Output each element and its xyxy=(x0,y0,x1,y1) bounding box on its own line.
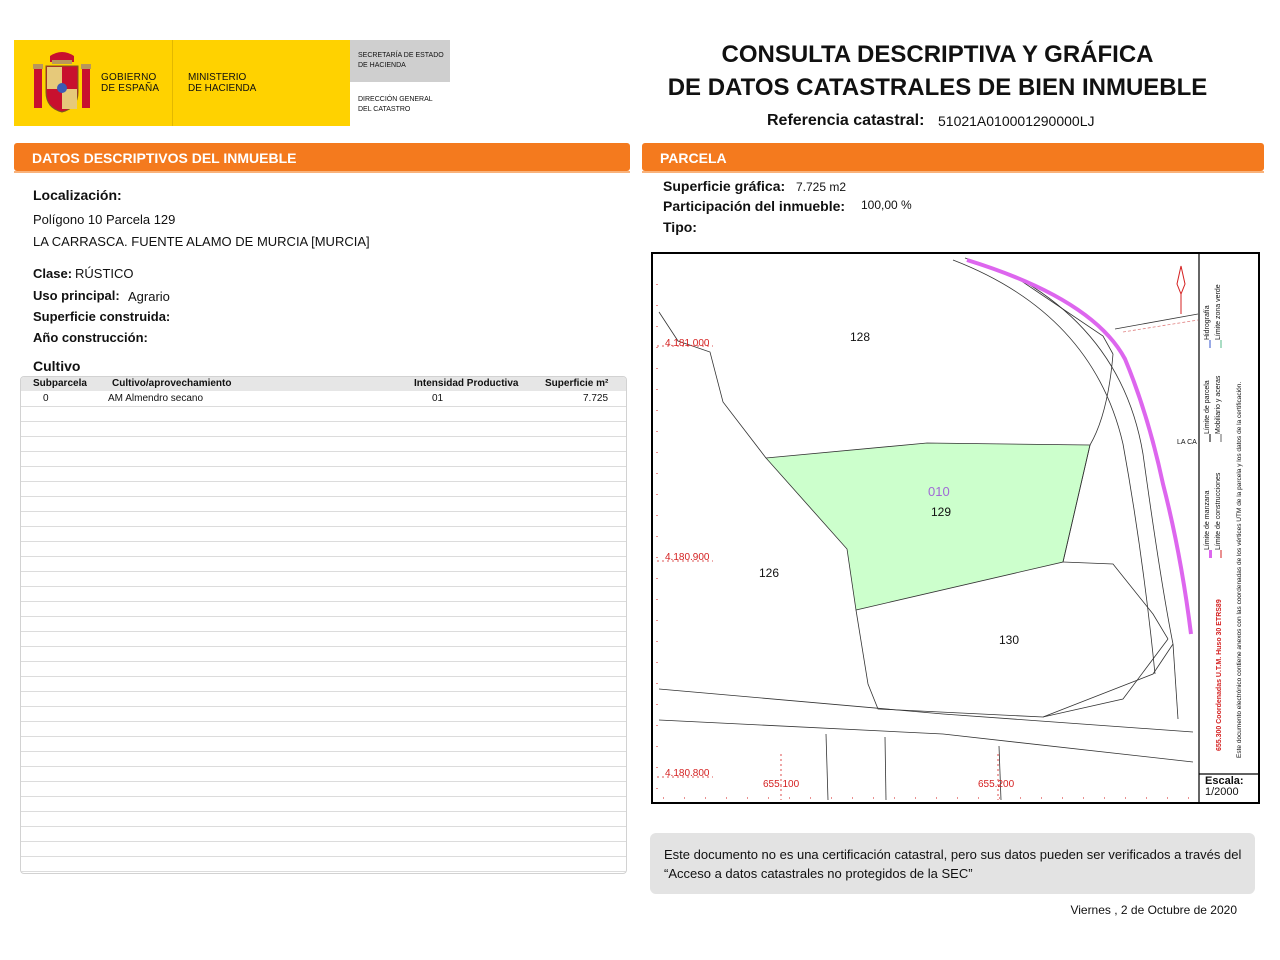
scale-value: 1/2000 xyxy=(1205,786,1239,798)
table-row-empty xyxy=(21,407,626,422)
gobierno-text xyxy=(101,72,159,94)
parcel-poligono-label: 010 xyxy=(928,484,950,499)
legend-hidrografia: Hidrografía xyxy=(1204,305,1211,340)
disclaimer-text: Este documento no es una certificación catastral, pero sus datos pueden ser verificados a través del “Acceso a datos catastrales no protegidos de la SEC” xyxy=(664,847,1242,881)
superficie-grafica-label: Superficie gráfica: xyxy=(663,178,786,194)
table-row-empty xyxy=(21,677,626,692)
referencia-label: Referencia catastral: xyxy=(767,112,925,129)
section-bar-parcela xyxy=(642,143,1264,171)
legend-note: Este documento electrónico contiene anexos con las coordenadas de los vértices UTM de la parcela y los datos de la certificación. xyxy=(1236,381,1243,758)
superficie-grafica-value: 7.725 m2 xyxy=(796,180,847,194)
legend-col2 xyxy=(1214,70,1224,550)
table-row-empty xyxy=(21,452,626,467)
page-title-line-1: CONSULTA DESCRIPTIVA Y GRÁFICA xyxy=(721,41,1154,68)
col-intensidad: Intensidad Productiva xyxy=(414,378,519,389)
table-row xyxy=(21,392,626,407)
table-row-empty xyxy=(21,602,626,617)
page-title-line-2: DE DATOS CATASTRALES DE BIEN INMUEBLE xyxy=(667,74,1208,101)
legend-construcciones: Límite de construcciones xyxy=(1215,472,1222,550)
section-title-datos-part2: INMUEBLE xyxy=(223,150,297,166)
section-bar-underline xyxy=(642,171,1264,173)
gob-line-2: DE ESPAÑA xyxy=(101,83,160,94)
table-row-empty xyxy=(21,422,626,437)
cell-subparcela: 0 xyxy=(43,393,49,404)
min-line-1: MINISTERIO xyxy=(188,72,247,83)
legend-zona-verde: Límite zona verde xyxy=(1215,284,1222,340)
parcel-number-label: 129 xyxy=(931,505,952,519)
tipo-label: Tipo: xyxy=(663,219,697,235)
participacion-label: Participación del inmueble: xyxy=(663,198,846,214)
section-bar-underline xyxy=(14,171,630,173)
col-cultivo: Cultivo/aprovechamiento xyxy=(112,378,232,389)
secretaria-block xyxy=(350,40,450,82)
cultivo-label: Cultivo xyxy=(33,358,81,374)
secretaria-text xyxy=(358,51,444,71)
dir-line-2: DEL CATASTRO xyxy=(358,106,411,113)
uso-principal-label: Uso principal: xyxy=(33,288,120,303)
table-row-empty xyxy=(21,617,626,632)
table-row-empty xyxy=(21,662,626,677)
table-row-empty xyxy=(21,827,626,842)
north-arrow-icon xyxy=(1177,266,1185,314)
table-row-empty xyxy=(21,437,626,452)
cell-intensidad: 01 xyxy=(432,393,444,404)
ministerio-text xyxy=(188,72,256,94)
cadastral-map[interactable] xyxy=(651,252,1260,804)
sec-line-2: DE HACIENDA xyxy=(358,62,406,69)
document-date: Viernes , 2 de Octubre de 2020 xyxy=(1070,903,1237,917)
map-drawing xyxy=(653,254,1258,802)
table-row-empty xyxy=(21,557,626,572)
table-header xyxy=(21,377,626,391)
table-row-empty xyxy=(21,542,626,557)
localizacion-line-1: Polígono 10 Parcela 129 xyxy=(33,212,176,227)
table-row-empty xyxy=(21,572,626,587)
table-row-empty xyxy=(21,842,626,857)
table-row-empty xyxy=(21,587,626,602)
neighbor-parcel-128: 128 xyxy=(850,330,871,344)
y-tick-label: 4.180.800 xyxy=(665,768,710,779)
table-row-empty xyxy=(21,632,626,647)
table-row-empty xyxy=(21,692,626,707)
place-label: LA CA xyxy=(1177,439,1197,446)
superficie-construida-label: Superficie construida: xyxy=(33,309,171,324)
table-row-empty xyxy=(21,512,626,527)
gob-line-1: GOBIERNO xyxy=(101,72,157,83)
section-title-datos xyxy=(32,150,297,166)
table-row-empty xyxy=(21,647,626,662)
neighbor-parcel-126: 126 xyxy=(759,566,780,580)
table-row-empty xyxy=(21,797,626,812)
cell-cultivo: AM Almendro secano xyxy=(108,393,204,404)
localizacion-label: Localización: xyxy=(33,187,122,203)
min-line-2: DE HACIENDA xyxy=(188,83,257,94)
parcel-129-shape xyxy=(766,443,1090,610)
table-row-empty xyxy=(21,467,626,482)
x-tick-label: 655.200 xyxy=(978,779,1015,790)
sec-line-1: SECRETARÍA DE ESTADO xyxy=(358,52,444,59)
coat-of-arms-icon xyxy=(30,50,94,116)
cultivo-table xyxy=(20,376,627,874)
col-subparcela: Subparcela xyxy=(33,378,87,389)
legend-parcela: Límite de parcela xyxy=(1204,380,1211,434)
clase-label: Clase: xyxy=(33,266,73,281)
table-row-empty xyxy=(21,782,626,797)
table-row-empty xyxy=(21,722,626,737)
gobierno-logo-block xyxy=(14,40,350,126)
table-row-empty xyxy=(21,482,626,497)
table-row-empty xyxy=(21,812,626,827)
dir-line-1: DIRECCIÓN GENERAL xyxy=(358,96,433,103)
section-title-parcela: PARCELA xyxy=(660,150,727,166)
referencia-value: 51021A010001290000LJ xyxy=(938,113,1095,129)
neighbor-parcel-130: 130 xyxy=(999,633,1020,647)
x-tick-label: 655.100 xyxy=(763,779,800,790)
section-title-datos-part1: DATOS DESCRIPTIVOS DEL xyxy=(32,150,220,166)
table-row-empty xyxy=(21,737,626,752)
table-row-empty xyxy=(21,752,626,767)
table-row-empty xyxy=(21,857,626,872)
col-superficie: Superficie m² xyxy=(545,378,609,389)
section-bar-datos xyxy=(14,143,630,171)
localizacion-line-2: LA CARRASCA. FUENTE ALAMO DE MURCIA [MURCIA] xyxy=(33,234,370,249)
y-tick-label: 4.181.000 xyxy=(665,338,710,349)
participacion-value: 100,00 % xyxy=(861,198,912,212)
cell-superficie: 7.725 xyxy=(583,393,609,404)
direccion-general-text xyxy=(358,95,433,115)
table-row-empty xyxy=(21,767,626,782)
legend-col1 xyxy=(1203,70,1213,550)
table-row-empty xyxy=(21,707,626,722)
table-row-empty xyxy=(21,527,626,542)
legend-manzana: Límite de manzana xyxy=(1204,490,1211,550)
disclaimer-note xyxy=(650,833,1255,894)
table-row-empty xyxy=(21,497,626,512)
y-tick-label: 4.180.900 xyxy=(665,552,710,563)
table-row-empty xyxy=(21,872,626,874)
uso-principal-value: Agrario xyxy=(128,289,170,304)
clase-value: RÚSTICO xyxy=(75,266,134,281)
anio-construccion-label: Año construcción: xyxy=(33,330,148,345)
logo-divider xyxy=(172,40,173,126)
scale-label: Escala: xyxy=(1205,775,1244,787)
legend-coords: 655.300 Coordenadas U.T.M. Huso 30 ETRS89 xyxy=(1216,599,1223,751)
legend-mobiliario: Mobiliario y aceras xyxy=(1215,375,1222,434)
